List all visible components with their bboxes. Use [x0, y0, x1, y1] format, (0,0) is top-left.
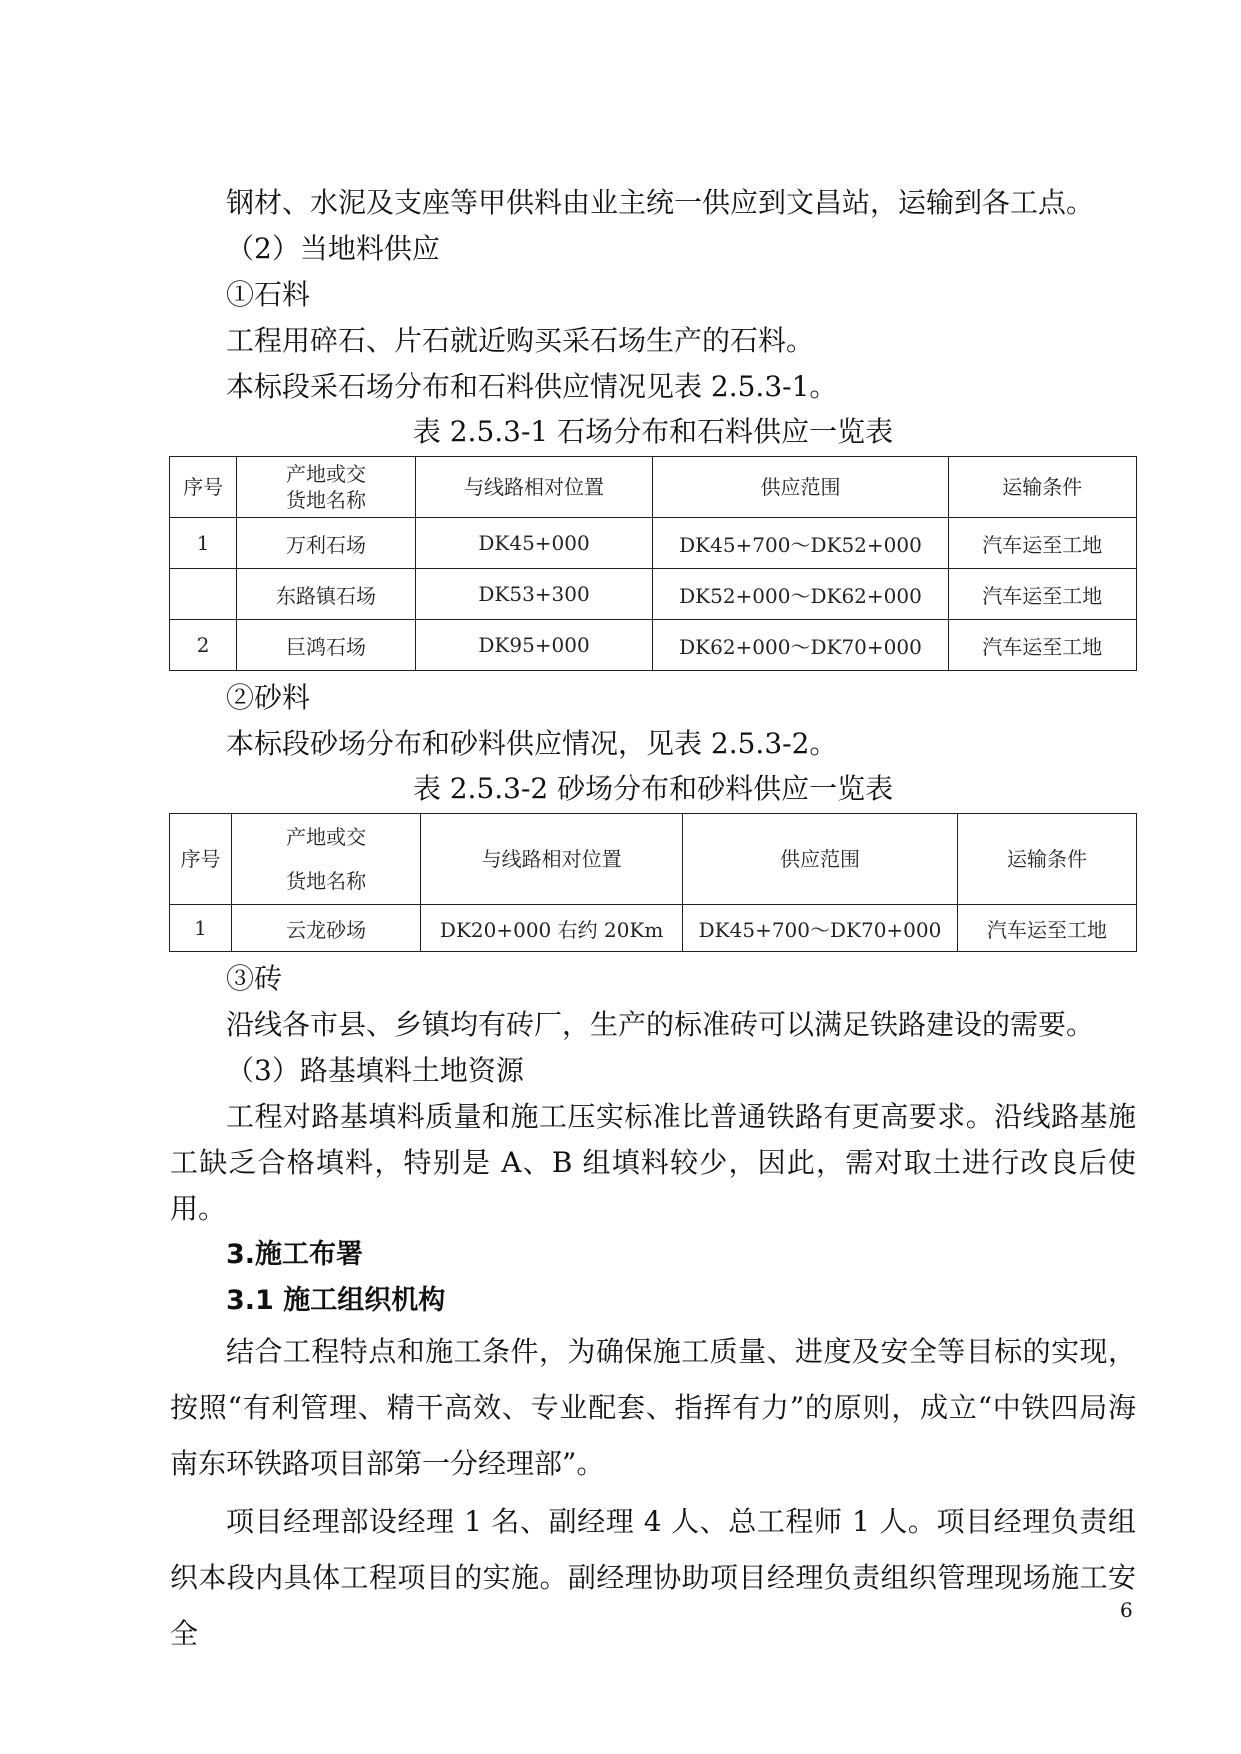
header-cell: 供应范围 [682, 814, 957, 905]
table-cell: DK62+000～DK70+000 [653, 620, 948, 671]
page-number: 6 [1120, 1598, 1133, 1622]
item-heading: ③砖 [226, 962, 283, 995]
subsection-heading: （3）路基填料土地资源 [226, 1054, 524, 1087]
header-cell: 序号 [170, 814, 232, 905]
header-line: 产地或交 [285, 462, 366, 486]
page-content [170, 180, 1136, 1662]
table-cell: 东路镇石场 [237, 569, 415, 620]
header-cell: 与线路相对位置 [421, 814, 683, 905]
table-row [170, 569, 1137, 620]
header-cell: 供应范围 [653, 457, 948, 518]
sand-table [169, 813, 1137, 952]
paragraph: 工程用碎石、片石就近购买采石场生产的石料。 [226, 324, 815, 357]
table-cell: DK45+000 [415, 518, 653, 569]
table-cell: DK45+700～DK52+000 [653, 518, 948, 569]
table-cell: DK45+700～DK70+000 [682, 905, 957, 952]
table-cell: 巨鸿石场 [237, 620, 415, 671]
paragraph: 本标段砂场分布和砂料供应情况，见表 2.5.3-2。 [226, 727, 838, 760]
paragraph: 本标段采石场分布和石料供应情况见表 2.5.3-1。 [226, 370, 838, 403]
table-row [170, 620, 1137, 671]
table-cell: 汽车运至工地 [948, 518, 1137, 569]
table-caption: 表 2.5.3-2 砂场分布和砂料供应一览表 [412, 772, 894, 805]
paragraph: 沿线各市县、乡镇均有砖厂，生产的标准砖可以满足铁路建设的需要。 [226, 1008, 1095, 1041]
paragraph: 工程对路基填料质量和施工压实标准比普通铁路有更高要求。沿线路基施工缺乏合格填料，特别是 A、B 组填料较少，因此，需对取土进行改良后使用。 [170, 1100, 1136, 1225]
item-heading: ②砂料 [226, 681, 311, 714]
header-line: 货地名称 [285, 488, 366, 512]
table-cell: 汽车运至工地 [948, 569, 1137, 620]
header-cell: 运输条件 [948, 457, 1137, 518]
table-cell: DK53+300 [415, 569, 653, 620]
table-row [170, 905, 1137, 952]
header-cell: 序号 [170, 457, 237, 518]
header-line: 产地或交 [286, 825, 367, 849]
header-line: 货地名称 [286, 869, 367, 893]
table-header-row [170, 814, 1137, 905]
section-subheading: 3.1 施工组织机构 [226, 1285, 446, 1316]
table-cell: 2 [170, 620, 237, 671]
table-cell: 汽车运至工地 [948, 620, 1137, 671]
paragraph: 结合工程特点和施工条件，为确保施工质量、进度及安全等目标的实现，按照“有利管理、精干高效、专业配套、指挥有力”的原则，成立“中铁四局海南东环铁路项目部第一分经理部”。 [170, 1335, 1136, 1480]
paragraph: 项目经理部设经理 1 名、副经理 4 人、总工程师 1 人。项目经理负责组织本段内具体工程项目的实施。副经理协助项目经理负责组织管理现场施工安全 [170, 1505, 1136, 1650]
table-cell: DK52+000～DK62+000 [653, 569, 948, 620]
table-cell: 云龙砂场 [232, 905, 421, 952]
header-cell: 运输条件 [958, 814, 1137, 905]
table-cell: 1 [170, 518, 237, 569]
header-cell [232, 814, 421, 905]
table-caption: 表 2.5.3-1 石场分布和石料供应一览表 [412, 415, 894, 448]
subsection-heading: （2）当地料供应 [226, 232, 440, 265]
table-cell: 汽车运至工地 [958, 905, 1137, 952]
section-heading: 3.施工布署 [226, 1239, 364, 1270]
table-cell: DK20+000 右约 20Km [421, 905, 683, 952]
header-cell: 与线路相对位置 [415, 457, 653, 518]
table-cell: 1 [170, 905, 232, 952]
paragraph: 钢材、水泥及支座等甲供料由业主统一供应到文昌站，运输到各工点。 [226, 186, 1095, 219]
table-cell: DK95+000 [415, 620, 653, 671]
table-row [170, 518, 1137, 569]
header-cell [237, 457, 415, 518]
table-cell [170, 569, 237, 620]
quarry-table [169, 456, 1137, 671]
table-header-row [170, 457, 1137, 518]
table-cell: 万利石场 [237, 518, 415, 569]
item-heading: ①石料 [226, 278, 311, 311]
